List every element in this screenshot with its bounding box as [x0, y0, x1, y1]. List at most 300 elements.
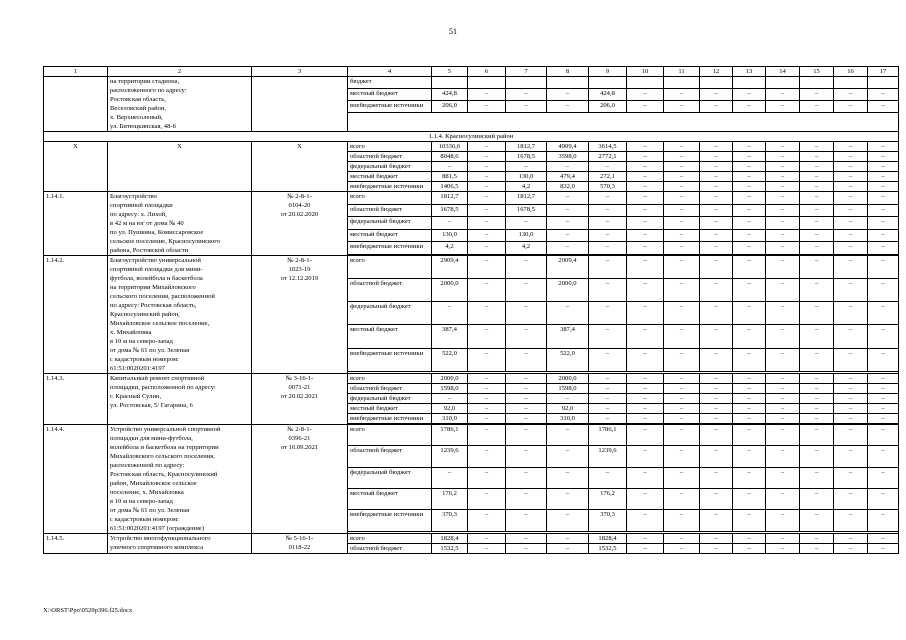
- value-cell: –: [627, 489, 664, 510]
- column-number-header: 1: [44, 67, 108, 77]
- table-row: [44, 142, 899, 152]
- document-cell: [252, 425, 348, 534]
- value-cell: –: [868, 152, 899, 162]
- value-cell: –: [868, 467, 899, 488]
- value-cell: –: [766, 229, 800, 242]
- cell-text-line: 1023-19: [288, 266, 311, 273]
- value-cell: –: [766, 152, 800, 162]
- value-cell: –: [664, 242, 700, 255]
- value-cell: –: [664, 279, 700, 302]
- value-cell: 1406,5: [432, 182, 468, 192]
- column-number-header: 16: [834, 67, 868, 77]
- value-cell: –: [468, 425, 506, 446]
- value-cell: 310,0: [547, 414, 589, 424]
- value-cell: –: [733, 510, 766, 531]
- value-cell: –: [868, 101, 899, 113]
- value-cell: –: [664, 152, 700, 162]
- value-cell: 424,8: [589, 89, 627, 101]
- value-cell: 1532,5: [432, 544, 468, 554]
- table-row: [44, 77, 899, 89]
- value-cell: –: [834, 446, 868, 467]
- value-cell: –: [468, 394, 506, 404]
- cell-text-line: по адресу: х. Лихой,: [110, 211, 167, 218]
- value-cell: –: [733, 325, 766, 348]
- cell-text-line: площадки, расположенной по адресу:: [110, 384, 216, 391]
- value-cell: –: [627, 142, 664, 152]
- value-cell: –: [700, 229, 733, 242]
- value-cell: –: [766, 534, 800, 544]
- value-cell: –: [468, 182, 506, 192]
- value-cell: –: [834, 544, 868, 554]
- cell-text-line: № 2-8-1-: [287, 257, 312, 264]
- value-cell: –: [834, 279, 868, 302]
- value-cell: –: [589, 414, 627, 424]
- document-cell: [252, 374, 348, 425]
- value-cell: –: [627, 414, 664, 424]
- value-cell: –: [627, 279, 664, 302]
- value-cell: [468, 77, 506, 89]
- cell-text-line: сельское поселение, Красносулинского: [110, 238, 221, 245]
- value-cell: –: [700, 256, 733, 279]
- value-cell: –: [834, 534, 868, 544]
- value-cell: –: [589, 384, 627, 394]
- value-cell: –: [834, 325, 868, 348]
- value-cell: –: [868, 192, 899, 205]
- column-number-header: 11: [664, 67, 700, 77]
- value-cell: –: [766, 414, 800, 424]
- table-row: [44, 425, 899, 446]
- funding-source-cell: внебюджетные источники: [348, 242, 432, 255]
- value-cell: 8048,6: [432, 152, 468, 162]
- item-name-cell: [108, 256, 252, 374]
- value-cell: –: [547, 544, 589, 554]
- funding-source-cell: местный бюджет: [348, 229, 432, 242]
- value-cell: 3598,0: [547, 152, 589, 162]
- value-cell: –: [627, 325, 664, 348]
- value-cell: –: [664, 229, 700, 242]
- cell-text-line: 0396-21: [288, 435, 311, 442]
- cell-text-line: сельского поселения, расположенной: [110, 293, 215, 300]
- value-cell: –: [468, 152, 506, 162]
- item-number-cell: 1.14.1.: [44, 192, 108, 256]
- value-cell: –: [700, 510, 733, 531]
- cell-text-line: ул. Ростовская, 5/ Гагарина, 6: [110, 402, 193, 409]
- value-cell: –: [700, 279, 733, 302]
- funding-source-cell: местный бюджет: [348, 325, 432, 348]
- value-cell: –: [700, 384, 733, 394]
- value-cell: –: [834, 414, 868, 424]
- value-cell: –: [589, 348, 627, 371]
- value-cell: 130,0: [432, 229, 468, 242]
- cell-text-line: от 20.02.2021: [280, 393, 319, 400]
- value-cell: –: [834, 510, 868, 531]
- value-cell: –: [733, 101, 766, 113]
- value-cell: –: [733, 302, 766, 325]
- cell-text-line: площадки для мини-футбола,: [110, 435, 193, 442]
- value-cell: –: [627, 446, 664, 467]
- value-cell: –: [733, 217, 766, 230]
- value-cell: –: [700, 217, 733, 230]
- cell-text-line: 0118-22: [288, 544, 311, 551]
- funding-source-cell: внебюджетные источники: [348, 101, 432, 113]
- cell-text-line: Михайловское сельское поселение,: [110, 320, 210, 327]
- value-cell: –: [700, 446, 733, 467]
- value-cell: [432, 77, 468, 89]
- value-cell: –: [733, 242, 766, 255]
- value-cell: 2000,0: [432, 374, 468, 384]
- value-cell: –: [800, 489, 834, 510]
- value-cell: –: [468, 89, 506, 101]
- value-cell: –: [800, 404, 834, 414]
- value-cell: –: [700, 172, 733, 182]
- column-number-header: 9: [589, 67, 627, 77]
- value-cell: –: [506, 348, 547, 371]
- value-cell: –: [700, 302, 733, 325]
- value-cell: 1239,6: [589, 446, 627, 467]
- value-cell: –: [664, 325, 700, 348]
- value-cell: –: [664, 489, 700, 510]
- column-number-header: 4: [348, 67, 432, 77]
- column-number-header: 2: [108, 67, 252, 77]
- value-cell: –: [766, 394, 800, 404]
- value-cell: –: [468, 242, 506, 255]
- cell-text-line: 0071-21: [288, 384, 311, 391]
- value-cell: –: [868, 229, 899, 242]
- funding-source-cell: всего: [348, 374, 432, 384]
- value-cell: –: [547, 534, 589, 544]
- value-cell: –: [506, 394, 547, 404]
- value-cell: –: [589, 302, 627, 325]
- value-cell: 4,2: [506, 182, 547, 192]
- value-cell: –: [834, 192, 868, 205]
- value-cell: 522,0: [432, 348, 468, 371]
- column-number-header: 7: [506, 67, 547, 77]
- value-cell: –: [664, 204, 700, 217]
- value-cell: –: [700, 404, 733, 414]
- value-cell: –: [868, 510, 899, 531]
- value-cell: –: [506, 217, 547, 230]
- value-cell: –: [547, 510, 589, 531]
- value-cell: –: [800, 256, 834, 279]
- value-cell: –: [766, 302, 800, 325]
- value-cell: –: [766, 467, 800, 488]
- value-cell: 1678,5: [432, 204, 468, 217]
- cell-text-line: № 5-16-1-: [285, 535, 314, 542]
- value-cell: –: [468, 348, 506, 371]
- value-cell: –: [468, 534, 506, 544]
- value-cell: –: [700, 489, 733, 510]
- value-cell: –: [868, 534, 899, 544]
- value-cell: –: [800, 467, 834, 488]
- value-cell: –: [627, 182, 664, 192]
- value-cell: –: [834, 302, 868, 325]
- column-number-header: 12: [700, 67, 733, 77]
- value-cell: –: [766, 217, 800, 230]
- value-cell: –: [627, 348, 664, 371]
- value-cell: –: [589, 192, 627, 205]
- value-cell: –: [589, 374, 627, 384]
- value-cell: –: [664, 374, 700, 384]
- value-cell: –: [800, 204, 834, 217]
- value-cell: –: [733, 544, 766, 554]
- value-cell: 130,0: [506, 229, 547, 242]
- document-cell: [252, 192, 348, 256]
- value-cell: 370,3: [589, 510, 627, 531]
- value-cell: [834, 77, 868, 89]
- cell-text-line: спортивной площадки для мини-: [110, 266, 203, 273]
- value-cell: –: [664, 192, 700, 205]
- cell-text-line: от 20.02.2020: [280, 211, 319, 218]
- cell-text-line: Веселовский район,: [110, 105, 167, 112]
- value-cell: –: [868, 242, 899, 255]
- value-cell: –: [468, 374, 506, 384]
- value-cell: –: [766, 446, 800, 467]
- value-cell: –: [868, 162, 899, 172]
- value-cell: –: [589, 256, 627, 279]
- cell-text-line: х. Верхнесоленый,: [110, 114, 163, 121]
- value-cell: –: [627, 425, 664, 446]
- funding-source-cell: всего: [348, 192, 432, 205]
- value-cell: –: [766, 425, 800, 446]
- value-cell: –: [664, 256, 700, 279]
- value-cell: –: [868, 142, 899, 152]
- value-cell: –: [766, 544, 800, 554]
- column-number-header: 15: [800, 67, 834, 77]
- value-cell: –: [664, 414, 700, 424]
- value-cell: –: [834, 142, 868, 152]
- value-cell: –: [432, 217, 468, 230]
- value-cell: –: [800, 325, 834, 348]
- value-cell: –: [766, 192, 800, 205]
- item-name-cell: [108, 425, 252, 534]
- cell-text-line: расположенной по адресу:: [110, 462, 185, 469]
- value-cell: –: [547, 89, 589, 101]
- value-cell: –: [834, 425, 868, 446]
- funding-source-cell: федеральный бюджет: [348, 302, 432, 325]
- funding-source-cell: всего: [348, 142, 432, 152]
- value-cell: –: [700, 142, 733, 152]
- value-cell: –: [766, 256, 800, 279]
- cell-text-line: района, Ростовской области: [110, 247, 189, 254]
- cell-text-line: 61:51:0020201:4197 (ограждение): [110, 525, 205, 532]
- value-cell: –: [733, 425, 766, 446]
- value-cell: –: [800, 182, 834, 192]
- value-cell: 4909,4: [547, 142, 589, 152]
- value-cell: –: [506, 414, 547, 424]
- value-cell: –: [733, 279, 766, 302]
- value-cell: –: [733, 229, 766, 242]
- value-cell: –: [868, 489, 899, 510]
- section-title: 1.1.4. Красносулинский район: [44, 132, 899, 142]
- value-cell: –: [800, 229, 834, 242]
- value-cell: –: [468, 325, 506, 348]
- value-cell: –: [766, 182, 800, 192]
- value-cell: –: [800, 534, 834, 544]
- value-cell: 1532,5: [589, 544, 627, 554]
- value-cell: –: [834, 217, 868, 230]
- value-cell: –: [432, 394, 468, 404]
- footer-path: X:\ORST\Ppo\0529p396.f25.docx: [43, 607, 133, 614]
- cell-text-line: ул. Битюцкинская, 48-б: [110, 123, 176, 130]
- item-number-cell: [44, 77, 108, 132]
- value-cell: 1812,7: [432, 192, 468, 205]
- value-cell: –: [664, 182, 700, 192]
- value-cell: –: [868, 374, 899, 384]
- value-cell: –: [733, 204, 766, 217]
- value-cell: –: [700, 348, 733, 371]
- value-cell: –: [664, 446, 700, 467]
- value-cell: –: [627, 204, 664, 217]
- value-cell: –: [700, 162, 733, 172]
- value-cell: –: [627, 374, 664, 384]
- column-number-header: 10: [627, 67, 664, 77]
- value-cell: 2772,1: [589, 152, 627, 162]
- cell-text-line: уличного спортивного комплекса: [110, 544, 204, 551]
- value-cell: –: [766, 89, 800, 101]
- value-cell: –: [800, 142, 834, 152]
- value-cell: –: [589, 229, 627, 242]
- value-cell: –: [868, 204, 899, 217]
- cell-text-line: футбола, волейбола и баскетбола: [110, 275, 203, 282]
- value-cell: –: [506, 446, 547, 467]
- funding-source-cell: местный бюджет: [348, 489, 432, 510]
- column-number-header: 14: [766, 67, 800, 77]
- value-cell: 2000,0: [547, 374, 589, 384]
- funding-source-cell: областной бюджет: [348, 446, 432, 467]
- cell-text-line: по адресу: Ростовская область,: [110, 302, 197, 309]
- value-cell: –: [800, 510, 834, 531]
- value-cell: –: [733, 384, 766, 394]
- value-cell: –: [664, 348, 700, 371]
- value-cell: –: [834, 172, 868, 182]
- item-name-cell: [108, 374, 252, 425]
- value-cell: –: [766, 510, 800, 531]
- value-cell: –: [506, 384, 547, 394]
- cell-text-line: район, Михайловское сельское: [110, 480, 197, 487]
- value-cell: –: [800, 192, 834, 205]
- value-cell: –: [664, 162, 700, 172]
- funding-source-cell: местный бюджет: [348, 172, 432, 182]
- value-cell: –: [834, 374, 868, 384]
- value-cell: –: [733, 182, 766, 192]
- funding-source-cell: всего: [348, 534, 432, 544]
- value-cell: –: [664, 142, 700, 152]
- value-cell: –: [834, 489, 868, 510]
- value-cell: [800, 77, 834, 89]
- table-row: [44, 256, 899, 279]
- value-cell: 1812,7: [506, 192, 547, 205]
- cell-text-line: от 10.09.2021: [280, 444, 319, 451]
- value-cell: –: [766, 404, 800, 414]
- value-cell: 522,0: [547, 348, 589, 371]
- column-number-header: 17: [868, 67, 899, 77]
- value-cell: 176,2: [432, 489, 468, 510]
- value-cell: 1786,1: [432, 425, 468, 446]
- value-cell: –: [733, 348, 766, 371]
- value-cell: –: [432, 162, 468, 172]
- value-cell: –: [834, 182, 868, 192]
- cell-text-line: № 3-16-1-: [285, 375, 314, 382]
- value-cell: –: [506, 544, 547, 554]
- cell-text-line: г. Красный Сулин,: [110, 393, 162, 400]
- value-cell: –: [733, 394, 766, 404]
- cell-text-line: Благоустройство универсальной: [110, 257, 201, 264]
- value-cell: –: [733, 404, 766, 414]
- item-name-cell: [108, 192, 252, 256]
- table-row: [44, 192, 899, 205]
- value-cell: –: [868, 425, 899, 446]
- value-cell: –: [766, 348, 800, 371]
- value-cell: –: [800, 242, 834, 255]
- value-cell: 1828,4: [589, 534, 627, 544]
- value-cell: –: [547, 101, 589, 113]
- value-cell: –: [766, 325, 800, 348]
- value-cell: –: [868, 394, 899, 404]
- item-number-cell: 1.14.2.: [44, 256, 108, 374]
- value-cell: –: [506, 89, 547, 101]
- cell-text-line: с кадастровым номером:: [110, 516, 180, 523]
- cell-text-line: на территории Михайловского: [110, 284, 196, 291]
- value-cell: –: [627, 242, 664, 255]
- value-cell: –: [627, 510, 664, 531]
- value-cell: 570,3: [589, 182, 627, 192]
- value-cell: –: [627, 192, 664, 205]
- value-cell: –: [664, 302, 700, 325]
- value-cell: –: [800, 414, 834, 424]
- value-cell: 206,0: [589, 101, 627, 113]
- value-cell: –: [468, 489, 506, 510]
- value-cell: –: [800, 394, 834, 404]
- table-row: [44, 534, 899, 544]
- value-cell: –: [834, 204, 868, 217]
- value-cell: 92,0: [432, 404, 468, 414]
- value-cell: –: [800, 425, 834, 446]
- funding-source-cell: всего: [348, 256, 432, 279]
- value-cell: [766, 77, 800, 89]
- value-cell: –: [468, 384, 506, 394]
- value-cell: –: [468, 192, 506, 205]
- funding-source-cell: федеральный бюджет: [348, 162, 432, 172]
- value-cell: –: [468, 414, 506, 424]
- table-row: [44, 374, 899, 384]
- value-cell: –: [664, 510, 700, 531]
- value-cell: 881,5: [432, 172, 468, 182]
- value-cell: 424,8: [432, 89, 468, 101]
- value-cell: –: [733, 192, 766, 205]
- value-cell: –: [589, 394, 627, 404]
- funding-source-cell: местный бюджет: [348, 89, 432, 101]
- value-cell: –: [468, 510, 506, 531]
- value-cell: –: [432, 467, 468, 488]
- value-cell: –: [547, 229, 589, 242]
- value-cell: 370,3: [432, 510, 468, 531]
- value-cell: [589, 77, 627, 89]
- value-cell: –: [627, 217, 664, 230]
- value-cell: –: [733, 414, 766, 424]
- value-cell: –: [733, 172, 766, 182]
- value-cell: 3614,5: [589, 142, 627, 152]
- value-cell: –: [506, 279, 547, 302]
- value-cell: –: [766, 242, 800, 255]
- funding-source-cell: всего: [348, 425, 432, 446]
- value-cell: –: [627, 384, 664, 394]
- value-cell: 206,0: [432, 101, 468, 113]
- item-name-cell: Х: [108, 142, 252, 192]
- funding-source-cell: федеральный бюджет: [348, 217, 432, 230]
- item-number-cell: 1.14.3.: [44, 374, 108, 425]
- cell-text-line: по ул. Пушкина, Комиссаровское: [110, 229, 204, 236]
- value-cell: –: [700, 394, 733, 404]
